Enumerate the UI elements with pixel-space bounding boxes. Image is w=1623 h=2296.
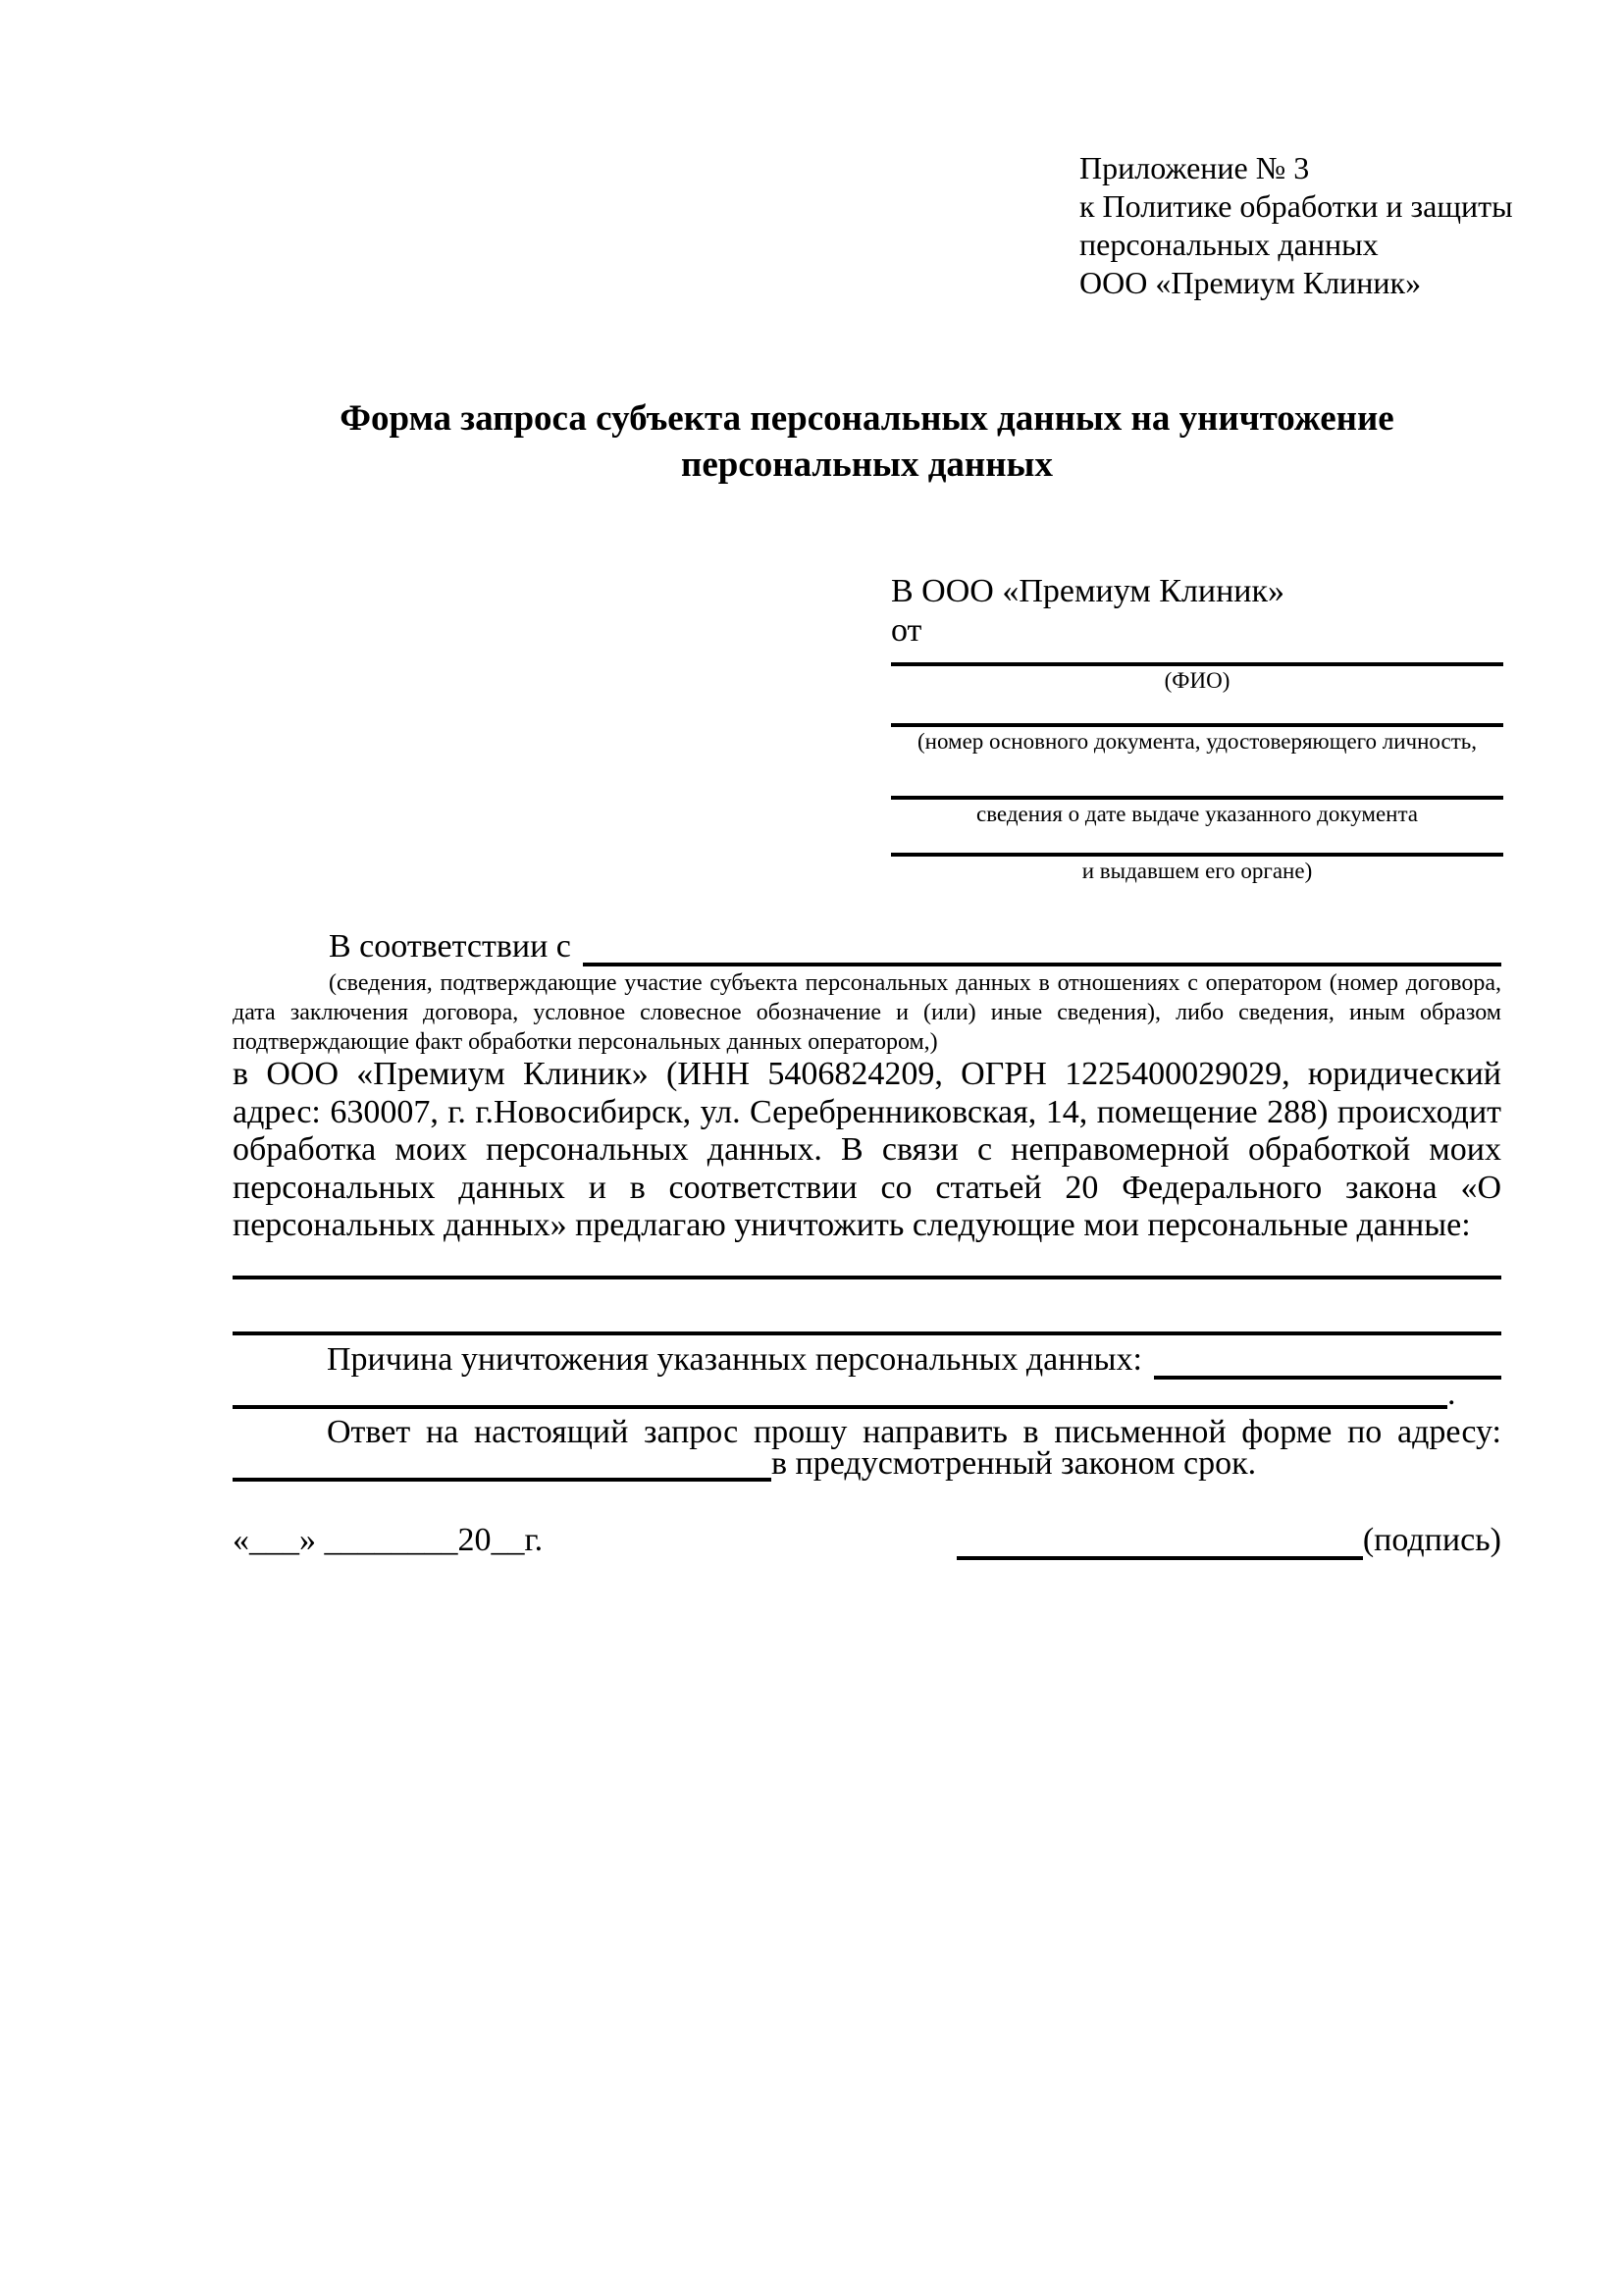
addressee-to: В ООО «Премиум Клиник» — [891, 573, 1285, 609]
header-note — [1079, 149, 1590, 302]
fio-blank-line — [891, 651, 1503, 666]
signature-block — [957, 1521, 1501, 1560]
fio-caption: (ФИО) — [1164, 668, 1230, 693]
accordance-prefix: В соответствии с — [329, 928, 571, 965]
footer-row — [233, 1521, 1501, 1560]
id-number-caption: (номер основного документа, удостоверяющего личность, — [916, 729, 1477, 754]
addressee-block — [891, 572, 1503, 886]
accordance-blank-line — [583, 927, 1501, 966]
issuing-authority-blank-line — [891, 829, 1503, 857]
signature-blank-line — [957, 1527, 1363, 1560]
reason-blank-line-1 — [1154, 1340, 1501, 1380]
personal-data-blank-line-1 — [233, 1246, 1501, 1279]
header-note-line: к Политике обработки и защиты — [1079, 188, 1513, 224]
reason-label: Причина уничтожения указанных персональных данных: — [327, 1341, 1142, 1378]
document-title: Форма запроса субъекта персональных данных на уничтожение персональных данных — [340, 398, 1394, 485]
header-note-line: ООО «Премиум Клиник» — [1079, 265, 1422, 300]
main-paragraph: в ООО «Премиум Клиник» (ИНН 5406824209, ОГРН 1225400029029, юридический адрес: 630007, г. г.Новосибирск, ул. Серебренниковская, 14, помещение 288) происходит обработка моих персональных данных. В связи с неправомерной обработкой моих персональных данных и в соответствии со статьей 20 Федерального закона «О персональных данных» предлагаю уничтожить следующие мои персональные данные: — [233, 1056, 1501, 1243]
header-note-line: персональных данных — [1079, 227, 1379, 262]
accordance-note: (сведения, подтверждающие участие субъекта персональных данных в отношениях с оператором (номер договора, дата заключения договора, условное словесное обозначение и (или) иные сведения), либо сведения, иным образом подтверждающие факт обработки персональных данных оператором,) — [233, 970, 1501, 1055]
addressee-from-label: от — [891, 612, 922, 649]
personal-data-blank-line-2 — [233, 1302, 1501, 1335]
reason-section — [233, 1340, 1501, 1412]
accordance-row — [233, 927, 1501, 966]
answer-request-text: Ответ на настоящий запрос прошу направить в письменной форме по адресу: — [327, 1414, 1501, 1450]
answer-section — [233, 1414, 1501, 1482]
id-number-blank-line — [891, 696, 1503, 727]
issuing-authority-caption: и выдавшем его органе) — [1081, 859, 1313, 883]
reason-blank-line-2 — [233, 1376, 1447, 1409]
reason-row — [233, 1340, 1501, 1380]
header-note-line: Приложение № 3 — [1079, 150, 1310, 185]
issue-date-blank-line — [891, 757, 1503, 800]
date-placeholder: «___» ________20__г. — [233, 1522, 544, 1558]
answer-address-row — [233, 1445, 1501, 1482]
issue-date-caption: сведения о дате выдаче указанного документа — [975, 802, 1419, 826]
reason-row-2 — [233, 1376, 1501, 1412]
reason-line-terminator: . — [1447, 1376, 1456, 1412]
signature-caption: (подпись) — [1362, 1522, 1501, 1558]
answer-suffix: в предусмотренный законом срок. — [771, 1445, 1257, 1482]
accordance-section — [233, 927, 1501, 1057]
address-blank-line — [233, 1447, 771, 1482]
